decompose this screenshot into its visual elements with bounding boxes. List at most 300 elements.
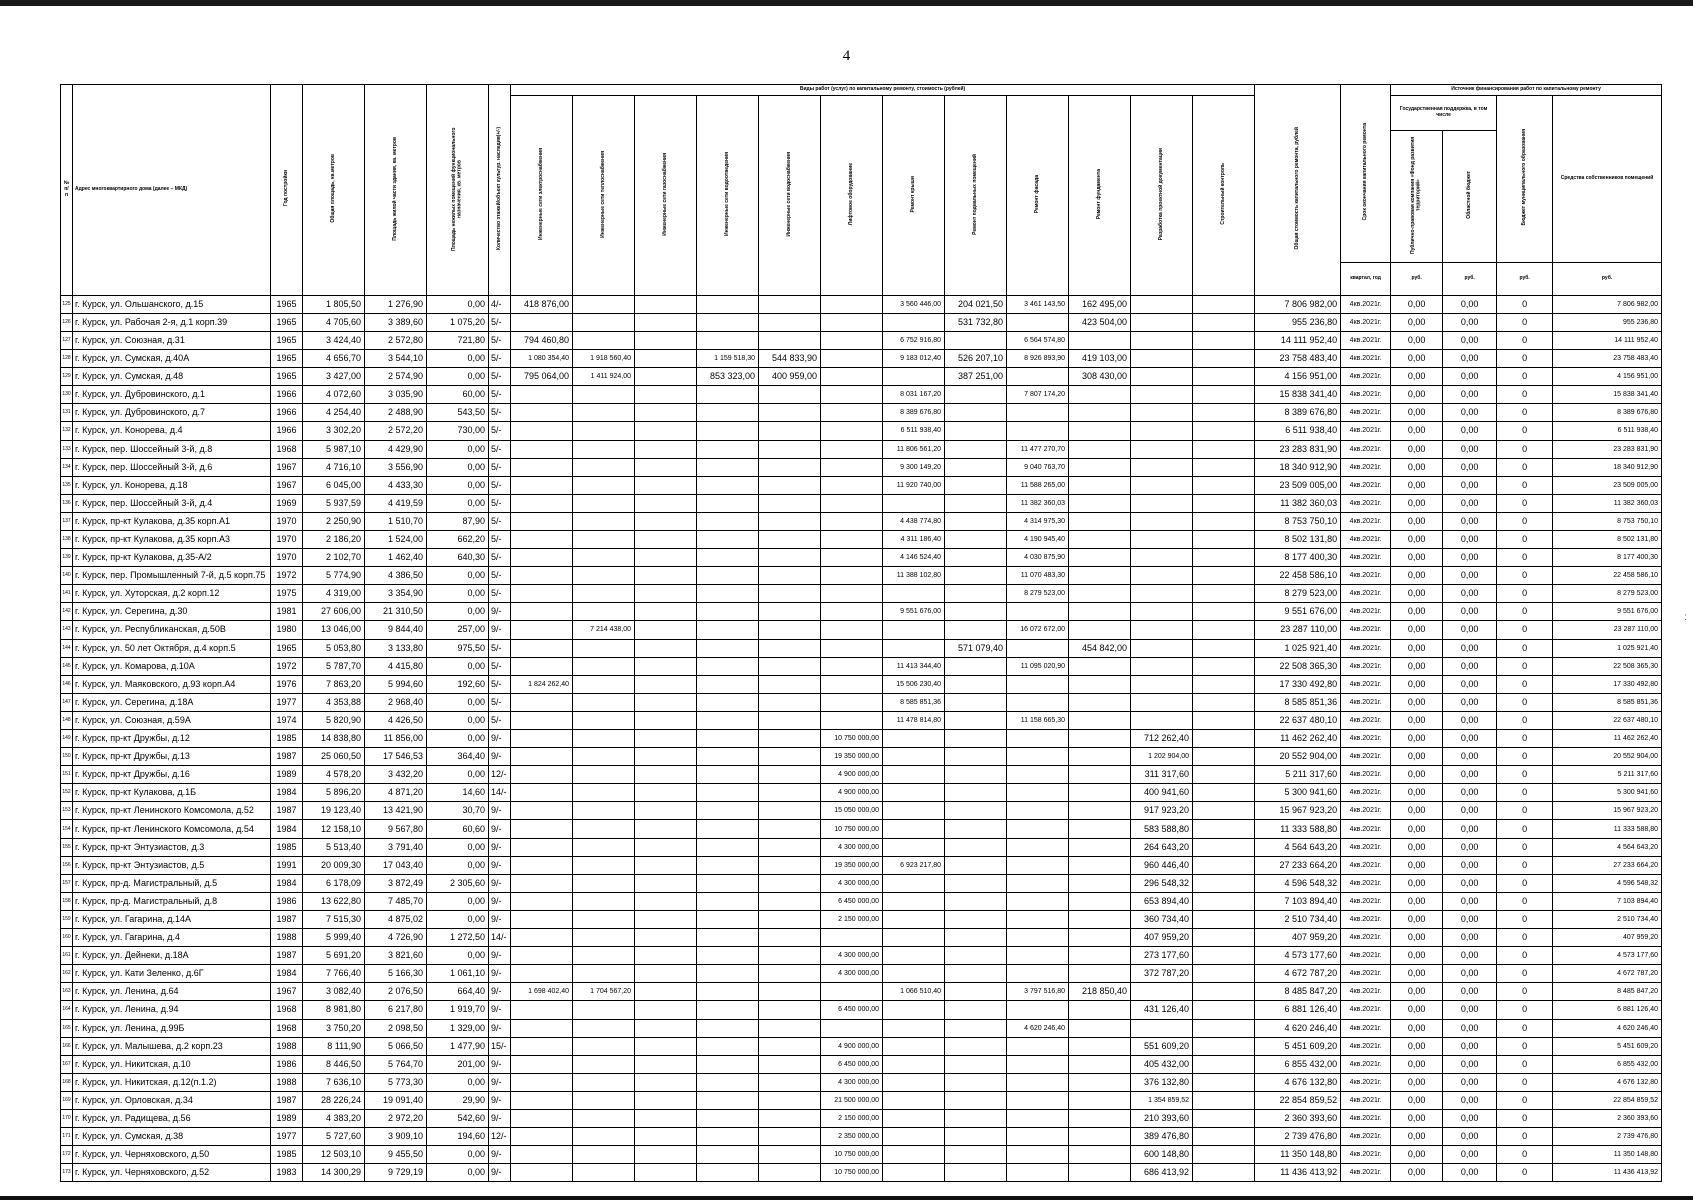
- work-cost-cell: [1007, 1146, 1069, 1164]
- work-cost-cell: [759, 494, 821, 512]
- period-cell: 4кв.2021г.: [1341, 567, 1391, 585]
- fund-regional-cell: 0,00: [1443, 1146, 1497, 1164]
- work-cost-cell: [1007, 929, 1069, 947]
- work-cost-cell: [1131, 983, 1193, 1001]
- header-unit-public: руб.: [1391, 262, 1443, 295]
- year-cell: 1986: [271, 1055, 303, 1073]
- period-cell: 4кв.2021г.: [1341, 965, 1391, 983]
- work-cost-cell: [1007, 820, 1069, 838]
- total-cost-cell: 14 111 952,40: [1255, 331, 1341, 349]
- work-cost-cell: [1069, 838, 1131, 856]
- floors-cell: 5/-: [489, 549, 511, 567]
- total-area-cell: 28 226,24: [303, 1091, 365, 1109]
- floors-cell: 5/-: [489, 422, 511, 440]
- fund-owners-cell: 8 389 676,80: [1553, 404, 1662, 422]
- work-cost-cell: [883, 1073, 945, 1091]
- work-cost-cell: [697, 874, 759, 892]
- work-cost-cell: [1131, 639, 1193, 657]
- work-cost-cell: [1007, 730, 1069, 748]
- table-row: [61, 748, 1662, 766]
- fund-municipal-cell: 0: [1497, 965, 1553, 983]
- floors-cell: 9/-: [489, 820, 511, 838]
- floors-cell: 14/-: [489, 784, 511, 802]
- fund-public-cell: 0,00: [1391, 1146, 1443, 1164]
- row-number: 155: [61, 838, 73, 856]
- address-cell: г. Курск, пр-кт Энтузиастов, д.5: [73, 856, 271, 874]
- work-cost-cell: 10 750 000,00: [821, 820, 883, 838]
- period-cell: 4кв.2021г.: [1341, 404, 1391, 422]
- fund-regional-cell: 0,00: [1443, 766, 1497, 784]
- work-cost-cell: [573, 730, 635, 748]
- work-cost-cell: [1193, 458, 1255, 476]
- work-cost-cell: [635, 1164, 697, 1182]
- work-cost-cell: [1069, 675, 1131, 693]
- table-row: [61, 603, 1662, 621]
- table-row: [61, 1109, 1662, 1127]
- fund-owners-cell: 15 838 341,40: [1553, 386, 1662, 404]
- work-cost-cell: [945, 476, 1007, 494]
- total-cost-cell: 8 585 851,36: [1255, 693, 1341, 711]
- work-cost-cell: 11 478 814,80: [883, 711, 945, 729]
- work-cost-cell: [883, 874, 945, 892]
- work-cost-cell: [573, 440, 635, 458]
- work-cost-cell: [697, 1128, 759, 1146]
- work-cost-cell: [1007, 603, 1069, 621]
- work-cost-cell: [1069, 530, 1131, 548]
- work-cost-cell: 6 450 000,00: [821, 892, 883, 910]
- work-cost-cell: [945, 802, 1007, 820]
- row-number: 141: [61, 585, 73, 603]
- nonliving-area-cell: 0,00: [427, 476, 489, 494]
- fund-regional-cell: 0,00: [1443, 1109, 1497, 1127]
- fund-municipal-cell: 0: [1497, 748, 1553, 766]
- year-cell: 1991: [271, 856, 303, 874]
- floors-cell: 9/-: [489, 1055, 511, 1073]
- work-cost-cell: [1069, 856, 1131, 874]
- work-cost-cell: [697, 965, 759, 983]
- work-cost-cell: [759, 693, 821, 711]
- floors-cell: 9/-: [489, 1091, 511, 1109]
- work-cost-cell: [1193, 530, 1255, 548]
- fund-owners-cell: 8 177 400,30: [1553, 549, 1662, 567]
- work-cost-cell: [1193, 965, 1255, 983]
- work-cost-cell: 6 752 916,80: [883, 331, 945, 349]
- work-cost-cell: 11 382 360,03: [1007, 494, 1069, 512]
- total-area-cell: 19 123,40: [303, 802, 365, 820]
- work-cost-cell: [635, 1073, 697, 1091]
- fund-public-cell: 0,00: [1391, 802, 1443, 820]
- work-cost-cell: 6 450 000,00: [821, 1001, 883, 1019]
- work-cost-cell: [1193, 784, 1255, 802]
- fund-regional-cell: 0,00: [1443, 929, 1497, 947]
- work-cost-cell: [635, 350, 697, 368]
- work-cost-cell: [573, 1073, 635, 1091]
- row-number: 128: [61, 350, 73, 368]
- row-number: 171: [61, 1128, 73, 1146]
- nonliving-area-cell: 87,90: [427, 512, 489, 530]
- nonliving-area-cell: 662,20: [427, 530, 489, 548]
- row-number: 134: [61, 458, 73, 476]
- work-cost-cell: [759, 331, 821, 349]
- fund-municipal-cell: 0: [1497, 1073, 1553, 1091]
- work-cost-cell: [1069, 910, 1131, 928]
- work-cost-cell: [573, 784, 635, 802]
- work-cost-cell: [759, 947, 821, 965]
- nonliving-area-cell: 194,60: [427, 1128, 489, 1146]
- work-cost-cell: [759, 639, 821, 657]
- work-cost-cell: [573, 331, 635, 349]
- work-cost-cell: [635, 440, 697, 458]
- living-area-cell: 3 872,49: [365, 874, 427, 892]
- work-cost-cell: [945, 929, 1007, 947]
- work-cost-cell: [1007, 1073, 1069, 1091]
- work-cost-cell: [821, 675, 883, 693]
- address-cell: г. Курск, ул. Хуторская, д.2 корп.12: [73, 585, 271, 603]
- work-cost-cell: [511, 965, 573, 983]
- scan-border-bottom: [0, 1196, 1693, 1200]
- fund-regional-cell: 0,00: [1443, 730, 1497, 748]
- fund-municipal-cell: 0: [1497, 838, 1553, 856]
- work-cost-cell: [697, 1001, 759, 1019]
- work-cost-cell: 311 317,60: [1131, 766, 1193, 784]
- total-area-cell: 5 727,60: [303, 1128, 365, 1146]
- work-cost-cell: 4 620 246,40: [1007, 1019, 1069, 1037]
- total-cost-cell: 22 508 365,30: [1255, 657, 1341, 675]
- work-cost-cell: [883, 838, 945, 856]
- work-cost-cell: [759, 766, 821, 784]
- address-cell: г. Курск, ул. Ольшанского, д.15: [73, 295, 271, 313]
- floors-cell: 5/-: [489, 512, 511, 530]
- total-cost-cell: 2 360 393,60: [1255, 1109, 1341, 1127]
- nonliving-area-cell: 0,00: [427, 440, 489, 458]
- row-number: 146: [61, 675, 73, 693]
- living-area-cell: 4 419,59: [365, 494, 427, 512]
- work-cost-cell: 296 548,32: [1131, 874, 1193, 892]
- period-cell: 4кв.2021г.: [1341, 983, 1391, 1001]
- work-cost-cell: [1069, 892, 1131, 910]
- period-cell: 4кв.2021г.: [1341, 1037, 1391, 1055]
- row-number: 150: [61, 748, 73, 766]
- work-cost-cell: [1069, 567, 1131, 585]
- work-cost-cell: 418 876,00: [511, 295, 573, 313]
- work-cost-cell: [697, 1073, 759, 1091]
- period-cell: 4кв.2021г.: [1341, 1164, 1391, 1182]
- nonliving-area-cell: 1 477,90: [427, 1037, 489, 1055]
- work-cost-cell: [759, 386, 821, 404]
- living-area-cell: 4 415,80: [365, 657, 427, 675]
- work-cost-cell: 400 941,60: [1131, 784, 1193, 802]
- total-cost-cell: 15 967 923,20: [1255, 802, 1341, 820]
- period-cell: 4кв.2021г.: [1341, 711, 1391, 729]
- header-total-cost: Общая стоимость капитального ремонта, рублей: [1255, 85, 1341, 296]
- header-period: Срок окончания капитального ремонта: [1341, 85, 1391, 263]
- total-cost-cell: 1 025 921,40: [1255, 639, 1341, 657]
- capital-repair-table: [60, 84, 1662, 1182]
- work-cost-cell: 308 430,00: [1069, 368, 1131, 386]
- work-cost-cell: 544 833,90: [759, 350, 821, 368]
- year-cell: 1987: [271, 748, 303, 766]
- work-cost-cell: [1007, 1128, 1069, 1146]
- floors-cell: 12/-: [489, 766, 511, 784]
- nonliving-area-cell: 975,50: [427, 639, 489, 657]
- work-cost-cell: [821, 404, 883, 422]
- year-cell: 1972: [271, 657, 303, 675]
- work-cost-cell: [635, 549, 697, 567]
- address-cell: г. Курск, ул. Сумская, д.48: [73, 368, 271, 386]
- nonliving-area-cell: 0,00: [427, 838, 489, 856]
- total-cost-cell: 8 177 400,30: [1255, 549, 1341, 567]
- work-cost-cell: [573, 1128, 635, 1146]
- fund-municipal-cell: 0: [1497, 657, 1553, 675]
- work-cost-cell: [573, 929, 635, 947]
- work-cost-cell: [945, 748, 1007, 766]
- work-cost-cell: [573, 494, 635, 512]
- work-cost-cell: [1193, 820, 1255, 838]
- work-cost-cell: [697, 983, 759, 1001]
- fund-regional-cell: 0,00: [1443, 1128, 1497, 1146]
- work-cost-cell: [883, 766, 945, 784]
- work-cost-cell: [945, 838, 1007, 856]
- fund-owners-cell: 4 156 951,00: [1553, 368, 1662, 386]
- work-cost-cell: [573, 386, 635, 404]
- fund-regional-cell: 0,00: [1443, 983, 1497, 1001]
- row-number: 149: [61, 730, 73, 748]
- total-area-cell: 7 766,40: [303, 965, 365, 983]
- living-area-cell: 3 389,60: [365, 313, 427, 331]
- living-area-cell: 11 856,00: [365, 730, 427, 748]
- work-cost-cell: 1 824 262,40: [511, 675, 573, 693]
- fund-owners-cell: 1 025 921,40: [1553, 639, 1662, 657]
- fund-owners-cell: 15 967 923,20: [1553, 802, 1662, 820]
- living-area-cell: 6 217,80: [365, 1001, 427, 1019]
- row-number: 164: [61, 1001, 73, 1019]
- row-number: 142: [61, 603, 73, 621]
- work-cost-cell: [1069, 512, 1131, 530]
- work-cost-cell: [945, 422, 1007, 440]
- year-cell: 1965: [271, 350, 303, 368]
- fund-municipal-cell: 0: [1497, 947, 1553, 965]
- total-cost-cell: 23 509 005,00: [1255, 476, 1341, 494]
- floors-cell: 14/-: [489, 929, 511, 947]
- work-cost-cell: [1007, 802, 1069, 820]
- header-unit-regional: руб.: [1443, 262, 1497, 295]
- total-area-cell: 4 578,20: [303, 766, 365, 784]
- fund-regional-cell: 0,00: [1443, 1073, 1497, 1091]
- total-area-cell: 2 250,90: [303, 512, 365, 530]
- nonliving-area-cell: 0,00: [427, 711, 489, 729]
- fund-public-cell: 0,00: [1391, 603, 1443, 621]
- work-cost-cell: [1193, 331, 1255, 349]
- work-cost-cell: [945, 892, 1007, 910]
- fund-regional-cell: 0,00: [1443, 820, 1497, 838]
- fund-public-cell: 0,00: [1391, 1073, 1443, 1091]
- living-area-cell: 17 546,53: [365, 748, 427, 766]
- work-cost-cell: [1069, 1001, 1131, 1019]
- table-row: [61, 1128, 1662, 1146]
- work-cost-cell: [635, 639, 697, 657]
- work-cost-cell: [759, 313, 821, 331]
- floors-cell: 5/-: [489, 657, 511, 675]
- work-cost-cell: [821, 530, 883, 548]
- work-cost-cell: [573, 856, 635, 874]
- work-cost-cell: [883, 368, 945, 386]
- work-cost-cell: [759, 512, 821, 530]
- work-cost-cell: [1193, 802, 1255, 820]
- table-header: [61, 85, 1662, 296]
- year-cell: 1987: [271, 910, 303, 928]
- nonliving-area-cell: 543,50: [427, 404, 489, 422]
- fund-public-cell: 0,00: [1391, 820, 1443, 838]
- address-cell: г. Курск, пр-д. Магистральный, д.5: [73, 874, 271, 892]
- fund-public-cell: 0,00: [1391, 585, 1443, 603]
- work-cost-cell: [759, 929, 821, 947]
- floors-cell: 9/-: [489, 838, 511, 856]
- work-cost-cell: [1007, 368, 1069, 386]
- fund-regional-cell: 0,00: [1443, 892, 1497, 910]
- work-cost-cell: 853 323,00: [697, 368, 759, 386]
- fund-owners-cell: 22 637 480,10: [1553, 711, 1662, 729]
- work-cost-cell: 960 446,40: [1131, 856, 1193, 874]
- table-row: [61, 1091, 1662, 1109]
- fund-owners-cell: 11 436 413,92: [1553, 1164, 1662, 1182]
- work-cost-cell: [821, 603, 883, 621]
- work-cost-cell: [1069, 820, 1131, 838]
- header-work-5: Инженерные сети водоснабжения: [759, 96, 821, 296]
- table-row: [61, 766, 1662, 784]
- work-cost-cell: 4 300 000,00: [821, 947, 883, 965]
- total-area-cell: 4 383,20: [303, 1109, 365, 1127]
- work-cost-cell: [945, 1073, 1007, 1091]
- period-cell: 4кв.2021г.: [1341, 639, 1391, 657]
- nonliving-area-cell: 721,80: [427, 331, 489, 349]
- total-area-cell: 2 186,20: [303, 530, 365, 548]
- living-area-cell: 4 429,90: [365, 440, 427, 458]
- fund-municipal-cell: 0: [1497, 892, 1553, 910]
- address-cell: г. Курск, ул. Конорева, д.18: [73, 476, 271, 494]
- work-cost-cell: [1069, 422, 1131, 440]
- header-total-area: Общая площадь, кв.метров: [303, 85, 365, 296]
- address-cell: г. Курск, пр-кт Дружбы, д.16: [73, 766, 271, 784]
- work-cost-cell: [697, 766, 759, 784]
- period-cell: 4кв.2021г.: [1341, 910, 1391, 928]
- fund-regional-cell: 0,00: [1443, 440, 1497, 458]
- work-cost-cell: 526 207,10: [945, 350, 1007, 368]
- work-cost-cell: [821, 711, 883, 729]
- floors-cell: 5/-: [489, 440, 511, 458]
- table-row: [61, 892, 1662, 910]
- floors-cell: 5/-: [489, 313, 511, 331]
- nonliving-area-cell: 0,00: [427, 947, 489, 965]
- work-cost-cell: [1193, 1001, 1255, 1019]
- work-cost-cell: [635, 1037, 697, 1055]
- nonliving-area-cell: 192,60: [427, 675, 489, 693]
- work-cost-cell: 454 842,00: [1069, 639, 1131, 657]
- nonliving-area-cell: 201,00: [427, 1055, 489, 1073]
- total-cost-cell: 7 103 894,40: [1255, 892, 1341, 910]
- fund-regional-cell: 0,00: [1443, 422, 1497, 440]
- fund-owners-cell: 6 855 432,00: [1553, 1055, 1662, 1073]
- work-cost-cell: [573, 820, 635, 838]
- work-cost-cell: [1007, 1055, 1069, 1073]
- fund-municipal-cell: 0: [1497, 1055, 1553, 1073]
- work-cost-cell: 4 311 186,40: [883, 530, 945, 548]
- work-cost-cell: [635, 530, 697, 548]
- work-cost-cell: 9 183 012,40: [883, 350, 945, 368]
- table-row: [61, 621, 1662, 639]
- total-cost-cell: 4 676 132,80: [1255, 1073, 1341, 1091]
- living-area-cell: 2 098,50: [365, 1019, 427, 1037]
- fund-municipal-cell: 0: [1497, 730, 1553, 748]
- living-area-cell: 1 462,40: [365, 549, 427, 567]
- floors-cell: 9/-: [489, 874, 511, 892]
- fund-municipal-cell: 0: [1497, 476, 1553, 494]
- fund-municipal-cell: 0: [1497, 711, 1553, 729]
- table-row: [61, 730, 1662, 748]
- table-row: [61, 947, 1662, 965]
- work-cost-cell: 1 918 560,40: [573, 350, 635, 368]
- work-cost-cell: [697, 585, 759, 603]
- work-cost-cell: [697, 530, 759, 548]
- work-cost-cell: [573, 1091, 635, 1109]
- total-cost-cell: 2 739 476,80: [1255, 1128, 1341, 1146]
- fund-public-cell: 0,00: [1391, 350, 1443, 368]
- work-cost-cell: [573, 422, 635, 440]
- total-cost-cell: 6 881 126,40: [1255, 1001, 1341, 1019]
- total-cost-cell: 7 806 982,00: [1255, 295, 1341, 313]
- work-cost-cell: [635, 983, 697, 1001]
- work-cost-cell: 6 450 000,00: [821, 1055, 883, 1073]
- work-cost-cell: [1069, 929, 1131, 947]
- fund-regional-cell: 0,00: [1443, 784, 1497, 802]
- nonliving-area-cell: 0,00: [427, 1146, 489, 1164]
- fund-municipal-cell: 0: [1497, 675, 1553, 693]
- work-cost-cell: [635, 730, 697, 748]
- fund-municipal-cell: 0: [1497, 494, 1553, 512]
- fund-municipal-cell: 0: [1497, 1091, 1553, 1109]
- fund-municipal-cell: 0: [1497, 1146, 1553, 1164]
- period-cell: 4кв.2021г.: [1341, 1109, 1391, 1127]
- year-cell: 1984: [271, 820, 303, 838]
- fund-public-cell: 0,00: [1391, 730, 1443, 748]
- total-area-cell: 3 302,20: [303, 422, 365, 440]
- work-cost-cell: [1069, 693, 1131, 711]
- table-row: [61, 1146, 1662, 1164]
- fund-public-cell: 0,00: [1391, 892, 1443, 910]
- fund-regional-cell: 0,00: [1443, 1019, 1497, 1037]
- total-area-cell: 14 300,29: [303, 1164, 365, 1182]
- work-cost-cell: [1007, 784, 1069, 802]
- total-cost-cell: 4 620 246,40: [1255, 1019, 1341, 1037]
- fund-regional-cell: 0,00: [1443, 1091, 1497, 1109]
- period-cell: 4кв.2021г.: [1341, 549, 1391, 567]
- address-cell: г. Курск, пр-кт Дружбы, д.13: [73, 748, 271, 766]
- work-cost-cell: 2 150 000,00: [821, 910, 883, 928]
- work-cost-cell: [1131, 621, 1193, 639]
- living-area-cell: 13 421,90: [365, 802, 427, 820]
- address-cell: г. Курск, пр-кт Кулакова, д.35 корп.А3: [73, 530, 271, 548]
- fund-owners-cell: 22 508 365,30: [1553, 657, 1662, 675]
- work-cost-cell: [1193, 1128, 1255, 1146]
- total-cost-cell: 17 330 492,80: [1255, 675, 1341, 693]
- work-cost-cell: [1131, 693, 1193, 711]
- work-cost-cell: [511, 1128, 573, 1146]
- header-work-11: Разработка проектной документации: [1131, 96, 1193, 296]
- work-cost-cell: [635, 368, 697, 386]
- fund-municipal-cell: 0: [1497, 386, 1553, 404]
- work-cost-cell: 1 704 567,20: [573, 983, 635, 1001]
- year-cell: 1988: [271, 929, 303, 947]
- address-cell: г. Курск, ул. Сумская, д.40А: [73, 350, 271, 368]
